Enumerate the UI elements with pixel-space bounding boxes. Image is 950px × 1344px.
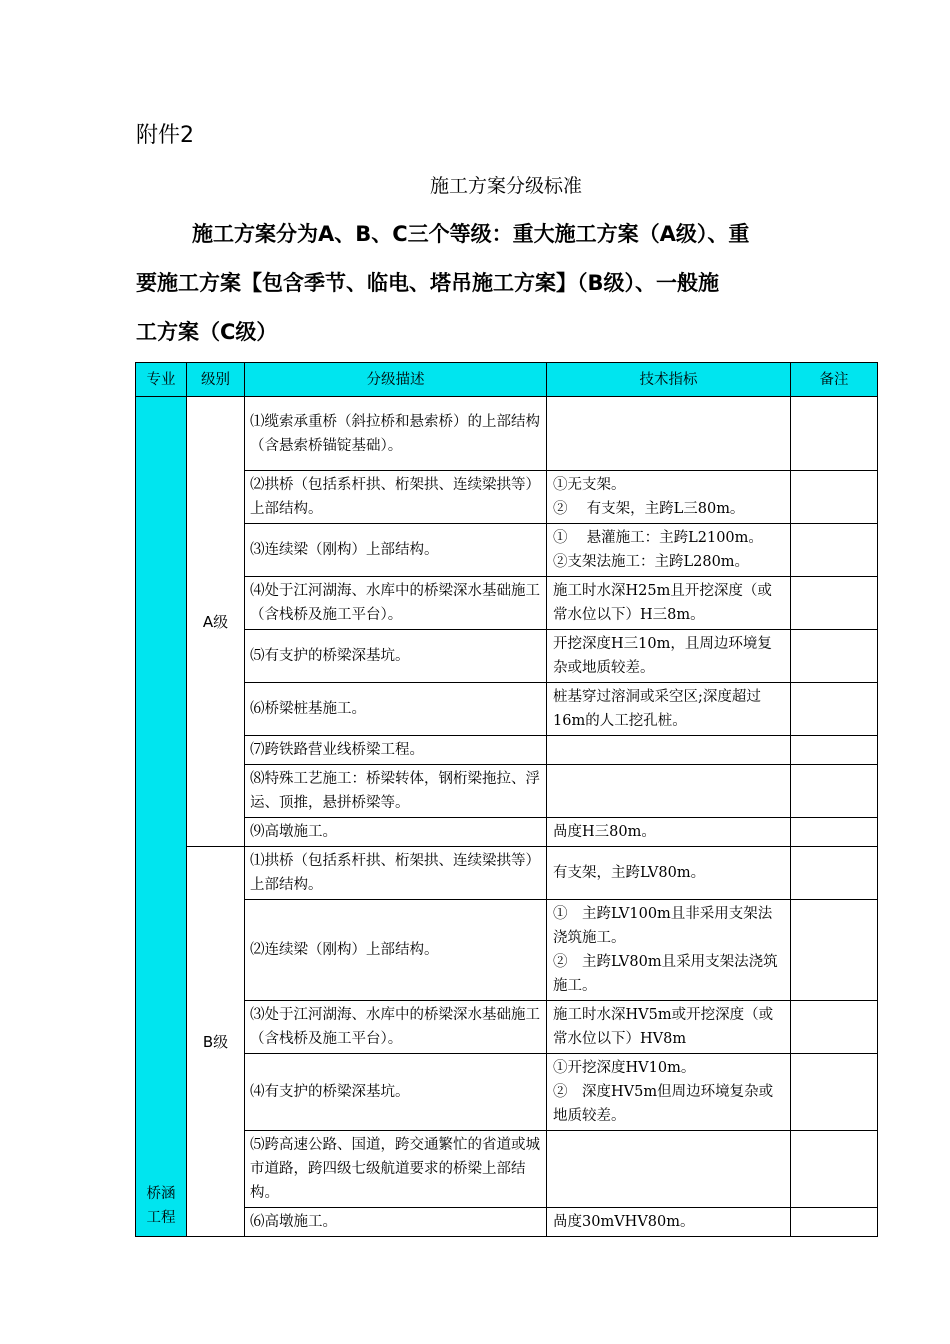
description-cell: ⑴缆索承重桥（斜拉桥和悬索桥）的上部结构（含悬索桥锚锭基础）。: [245, 397, 547, 471]
intro-line: 要施工方案【包含季节、临电、塔吊施工方案】（B级）、一般施: [136, 271, 720, 295]
table-row: [136, 765, 878, 818]
table-header-row: [136, 363, 878, 397]
attachment-label: 附件2: [136, 123, 194, 148]
indicator-cell: [547, 736, 791, 765]
description-cell: ⑸跨高速公路、国道，跨交通繁忙的省道或城市道路，跨四级七级航道要求的桥梁上部结构。: [245, 1131, 547, 1208]
header-specialty: 专业: [136, 363, 187, 397]
remarks-cell: [791, 683, 878, 736]
grade-cell: A级: [187, 397, 245, 847]
table-row: [136, 736, 878, 765]
remarks-cell: [791, 397, 878, 471]
remarks-cell: [791, 818, 878, 847]
indicator-cell: [547, 397, 791, 471]
remarks-cell: [791, 736, 878, 765]
table-row: [136, 1131, 878, 1208]
description-cell: ⑻特殊工艺施工：桥梁转体，钢桁梁拖拉、浮运、顶推，悬拼桥梁等。: [245, 765, 547, 818]
intro-paragraph: [136, 210, 826, 357]
remarks-cell: [791, 1208, 878, 1237]
description-cell: ⑸有支护的桥梁深基坑。: [245, 630, 547, 683]
description-cell: ⑹桥梁桩基施工。: [245, 683, 547, 736]
indicator-cell: [547, 765, 791, 818]
header-indicator: 技术指标: [547, 363, 791, 397]
description-cell: ⑵拱桥（包括系杆拱、桁架拱、连续梁拱等）上部结构。: [245, 471, 547, 524]
table-row: [136, 1208, 878, 1237]
table-row: [136, 524, 878, 577]
indicator-cell: ①开挖深度HV10m。 ② 深度HV5m但周边环境复杂或地质较差。: [547, 1054, 791, 1131]
indicator-cell: [547, 1131, 791, 1208]
table-row: [136, 397, 878, 471]
remarks-cell: [791, 1131, 878, 1208]
intro-line: 施工方案分为A、B、C三个等级：重大施工方案（A级）、重: [192, 222, 750, 246]
indicator-cell: 咼度H三80m。: [547, 818, 791, 847]
table-row: [136, 847, 878, 900]
header-remarks: 备注: [791, 363, 878, 397]
remarks-cell: [791, 1001, 878, 1054]
description-cell: ⑷处于江河湖海、水库中的桥梁深水基础施工（含栈桥及施工平台）。: [245, 577, 547, 630]
intro-line: 工方案（C级）: [136, 320, 278, 344]
table-row: [136, 630, 878, 683]
header-description: 分级描述: [245, 363, 547, 397]
table-row: [136, 577, 878, 630]
description-cell: ⑹高墩施工。: [245, 1208, 547, 1237]
description-cell: ⑶处于江河湖海、水库中的桥梁深水基础施工（含栈桥及施工平台）。: [245, 1001, 547, 1054]
table-row: [136, 683, 878, 736]
grade-cell: B级: [187, 847, 245, 1237]
remarks-cell: [791, 471, 878, 524]
description-cell: ⑵连续梁（刚构）上部结构。: [245, 900, 547, 1001]
description-cell: ⑼高墩施工。: [245, 818, 547, 847]
header-grade: 级别: [187, 363, 245, 397]
indicator-cell: 施工时水深HV5m或开挖深度（或常水位以下）HV8m: [547, 1001, 791, 1054]
indicator-cell: 开挖深度H三10m，且周边环境复杂或地质较差。: [547, 630, 791, 683]
category-cell: 桥涵工程: [136, 397, 187, 1237]
remarks-cell: [791, 524, 878, 577]
remarks-cell: [791, 765, 878, 818]
description-cell: ⑶连续梁（刚构）上部结构。: [245, 524, 547, 577]
indicator-cell: ①无支架。 ② 有支架，主跨L三80m。: [547, 471, 791, 524]
remarks-cell: [791, 847, 878, 900]
table-row: [136, 471, 878, 524]
indicator-cell: 施工时水深H25m且开挖深度（或常水位以下）H三8m。: [547, 577, 791, 630]
description-cell: ⑴拱桥（包括系杆拱、桁架拱、连续梁拱等）上部结构。: [245, 847, 547, 900]
table-row: [136, 818, 878, 847]
table-row: [136, 1054, 878, 1131]
description-cell: ⑺跨铁路营业线桥梁工程。: [245, 736, 547, 765]
remarks-cell: [791, 900, 878, 1001]
description-cell: ⑷有支护的桥梁深基坑。: [245, 1054, 547, 1131]
remarks-cell: [791, 1054, 878, 1131]
indicator-cell: 桩基穿过溶洞或采空区;深度超过16m的人工挖孔桩。: [547, 683, 791, 736]
table-row: [136, 1001, 878, 1054]
document-title: 施工方案分级标准: [429, 175, 582, 197]
remarks-cell: [791, 577, 878, 630]
indicator-cell: 咼度30mVHV80m。: [547, 1208, 791, 1237]
indicator-cell: 有支架，主跨LV80m。: [547, 847, 791, 900]
indicator-cell: ① 主跨LV100m且非采用支架法浇筑施工。 ② 主跨LV80m且采用支架法浇筑施工。: [547, 900, 791, 1001]
table-row: [136, 900, 878, 1001]
remarks-cell: [791, 630, 878, 683]
grading-table: [135, 362, 878, 1237]
indicator-cell: ① 悬灌施工：主跨L2100m。 ②支架法施工：主跨L280m。: [547, 524, 791, 577]
